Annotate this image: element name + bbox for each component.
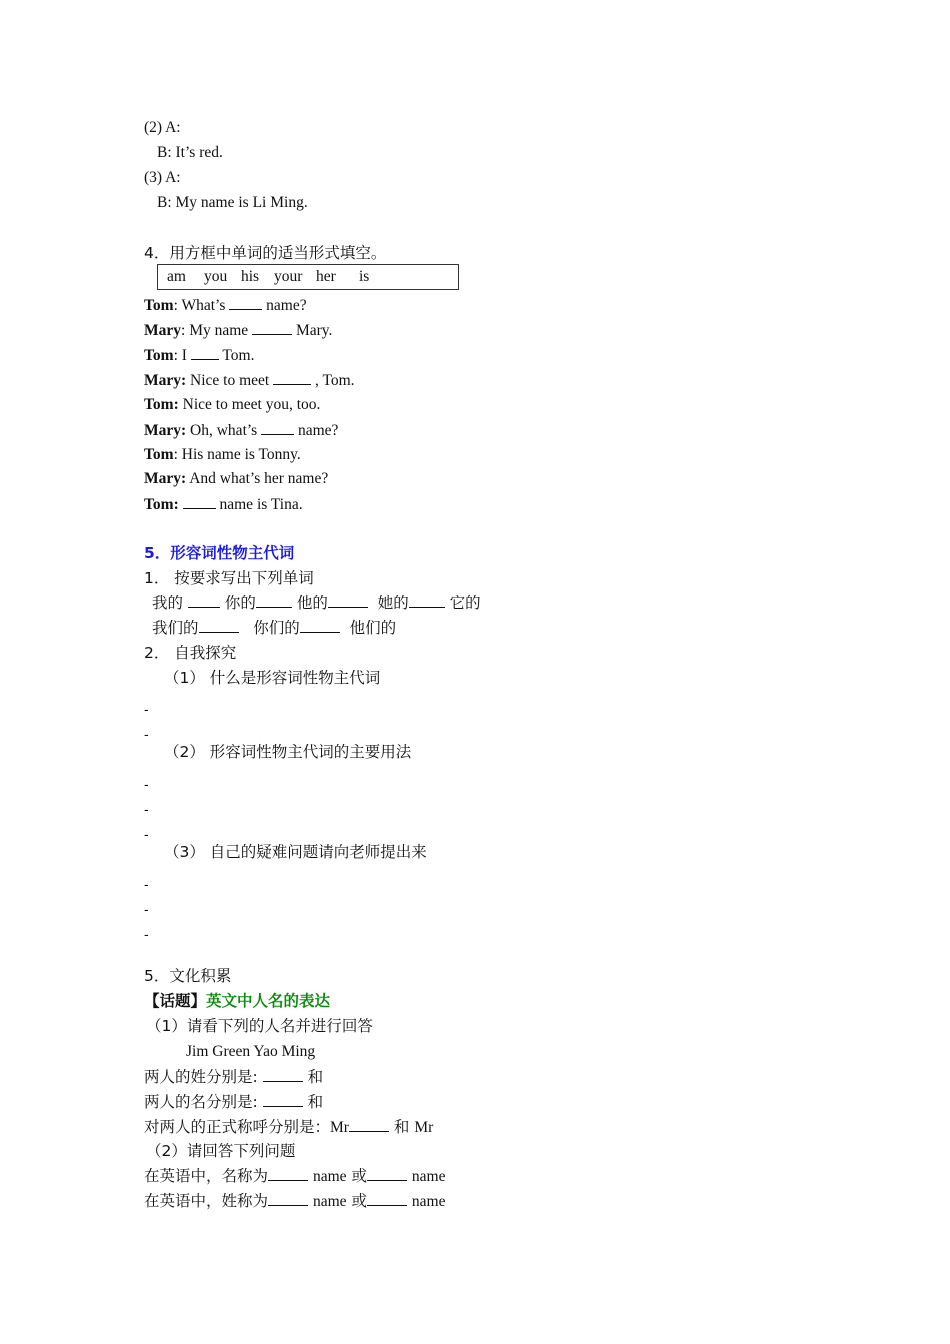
- answer-dash[interactable]: -: [144, 726, 149, 742]
- q1-heading: （1）请看下列的人名并进行回答: [146, 1017, 373, 1035]
- answer-dash[interactable]: -: [144, 776, 149, 792]
- fill-blank[interactable]: [263, 1067, 303, 1082]
- word-box-item: her: [316, 268, 336, 285]
- dialogue-line: Tom: Nice to meet you, too.: [144, 396, 321, 413]
- word-box-item: is: [359, 268, 370, 285]
- q3-a-line: (3) A:: [144, 169, 181, 186]
- fill-blank[interactable]: [367, 1191, 407, 1206]
- fill-blank[interactable]: [300, 618, 340, 633]
- fill-blank[interactable]: [256, 593, 292, 608]
- fill-blank[interactable]: [268, 1191, 308, 1206]
- word-box-item: your: [274, 268, 303, 285]
- dialogue-line: Tom: I Tom.: [144, 347, 255, 364]
- fill-blank[interactable]: [261, 420, 294, 435]
- dialogue-line: Mary: Oh, what’s name?: [144, 422, 339, 439]
- family-name-term-question: 在英语中，姓称为 name 或 name: [144, 1192, 446, 1210]
- fill-blank[interactable]: [188, 593, 220, 608]
- answer-dash[interactable]: -: [144, 926, 149, 942]
- fill-blank[interactable]: [409, 593, 445, 608]
- fill-blank[interactable]: [183, 494, 216, 509]
- possessive-row-2: 我们的 你们的 他们的: [152, 619, 397, 637]
- example-names: Jim Green Yao Ming: [186, 1043, 316, 1060]
- fill-blank[interactable]: [252, 320, 292, 335]
- q2-b-line: B: It’s red.: [157, 144, 223, 161]
- given-name-question: 两人的名分别是: 和: [144, 1093, 324, 1111]
- fill-blank[interactable]: [263, 1092, 303, 1107]
- fill-blank[interactable]: [268, 1166, 308, 1181]
- fill-blank[interactable]: [367, 1166, 407, 1181]
- word-box-item: his: [241, 268, 260, 285]
- topic-heading: 【话题】英文中人名的表达: [144, 992, 331, 1010]
- sub2-heading: （2） 形容词性物主代词的主要用法: [164, 743, 412, 761]
- formal-address-question: 对两人的正式称呼分别是：Mr 和 Mr: [144, 1118, 434, 1136]
- answer-dash[interactable]: -: [144, 901, 149, 917]
- word-box-item: am: [167, 268, 186, 285]
- given-name-term-question: 在英语中，名称为 name 或 name: [144, 1167, 446, 1185]
- dialogue-line: Tom: name is Tina.: [144, 496, 303, 513]
- fill-blank[interactable]: [191, 345, 219, 360]
- q3-b-line: B: My name is Li Ming.: [157, 194, 308, 211]
- answer-dash[interactable]: -: [144, 801, 149, 817]
- sub1-heading: （1） 什么是形容词性物主代词: [164, 669, 381, 687]
- q2-heading: （2）请回答下列问题: [146, 1142, 296, 1160]
- section5-heading: 5．形容词性物主代词: [144, 544, 295, 562]
- dialogue-line: Mary: And what’s her name?: [144, 470, 329, 487]
- word-box: [157, 264, 459, 290]
- section4-heading: 4．用方框中单词的适当形式填空。: [144, 244, 387, 262]
- item1-heading: 1． 按要求写出下列单词: [144, 569, 314, 587]
- possessive-row-1: 我的 你的 他的 她的 它的: [152, 594, 481, 612]
- dialogue-line: Mary: Nice to meet , Tom.: [144, 372, 355, 389]
- sub3-heading: （3） 自己的疑难问题请向老师提出来: [164, 843, 427, 861]
- fill-blank[interactable]: [273, 370, 311, 385]
- fill-blank[interactable]: [229, 295, 262, 310]
- q2-a-line: (2) A:: [144, 119, 181, 136]
- fill-blank[interactable]: [199, 618, 239, 633]
- answer-dash[interactable]: -: [144, 826, 149, 842]
- dialogue-line: Tom: What’s name?: [144, 297, 307, 314]
- surname-question: 两人的姓分别是: 和: [144, 1068, 324, 1086]
- fill-blank[interactable]: [349, 1117, 389, 1132]
- dialogue-line: Tom: His name is Tonny.: [144, 446, 301, 463]
- item2-heading: 2． 自我探究: [144, 644, 237, 662]
- word-box-item: you: [204, 268, 228, 285]
- answer-dash[interactable]: -: [144, 701, 149, 717]
- answer-dash[interactable]: -: [144, 876, 149, 892]
- fill-blank[interactable]: [328, 593, 368, 608]
- culture-heading: 5．文化积累: [144, 967, 232, 985]
- dialogue-line: Mary: My name Mary.: [144, 322, 333, 339]
